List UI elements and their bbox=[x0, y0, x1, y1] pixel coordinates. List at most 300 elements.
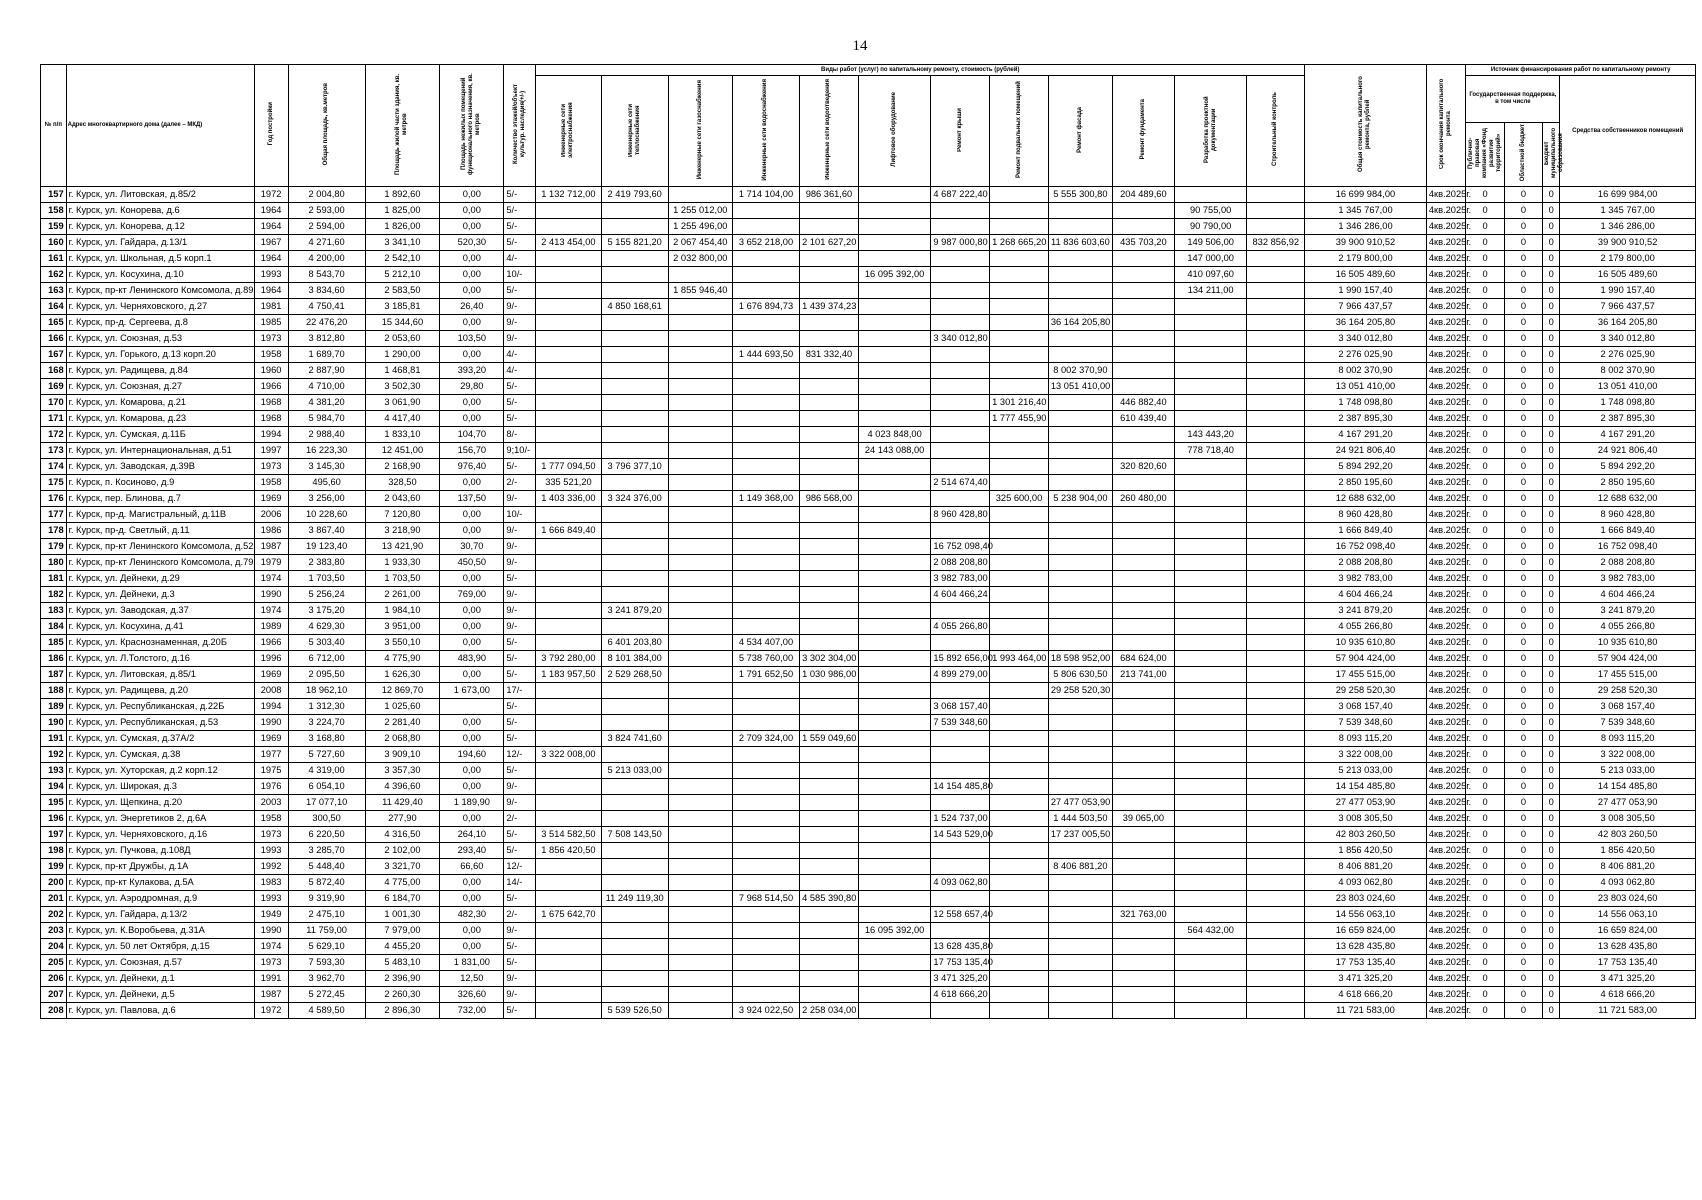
cell-work-design bbox=[1174, 763, 1247, 779]
cell-fund: 0 bbox=[1466, 939, 1504, 955]
cell-work-water bbox=[732, 683, 799, 699]
cell-nonliving-area: 0,00 bbox=[440, 779, 504, 795]
cell-work-lift bbox=[858, 747, 931, 763]
cell-floors: 9/- bbox=[504, 299, 536, 315]
cell-work-foundation: 321 763,00 bbox=[1112, 907, 1174, 923]
cell-total-area: 3 285,70 bbox=[288, 843, 365, 859]
cell-address: г. Курск, ул. Широкая, д.3 bbox=[66, 779, 254, 795]
cell-fund: 0 bbox=[1466, 907, 1504, 923]
cell-row-num: 188 bbox=[41, 683, 67, 699]
cell-total-area: 2 004,80 bbox=[288, 187, 365, 203]
cell-address: г. Курск, ул. Сумская, д.37А/2 bbox=[66, 731, 254, 747]
cell-work-gas bbox=[668, 187, 732, 203]
cell-work-design bbox=[1174, 571, 1247, 587]
cell-regional: 0 bbox=[1504, 507, 1542, 523]
cell-work-basement bbox=[990, 779, 1049, 795]
cell-work-heat bbox=[601, 683, 668, 699]
cell-fund: 0 bbox=[1466, 667, 1504, 683]
cell-address: г. Курск, ул. Щепкина, д.20 bbox=[66, 795, 254, 811]
cell-work-lift bbox=[858, 763, 931, 779]
cell-work-heat: 2 529 268,50 bbox=[601, 667, 668, 683]
cell-floors: 5/- bbox=[504, 699, 536, 715]
cell-floors: 5/- bbox=[504, 939, 536, 955]
cell-living-area: 1 626,30 bbox=[365, 667, 440, 683]
cell-work-roof: 13 628 435,80 bbox=[931, 939, 990, 955]
cell-deadline: 4кв.2025г. bbox=[1426, 811, 1466, 827]
cell-work-basement: 1 268 665,20 bbox=[990, 235, 1049, 251]
cell-year: 1987 bbox=[254, 987, 288, 1003]
cell-deadline: 4кв.2025г. bbox=[1426, 379, 1466, 395]
cell-work-lift bbox=[858, 587, 931, 603]
cell-living-area: 2 261,00 bbox=[365, 587, 440, 603]
header-regional: Областной бюджет bbox=[1504, 123, 1542, 187]
cell-work-control bbox=[1247, 715, 1305, 731]
cell-work-sewer bbox=[800, 539, 859, 555]
cell-work-basement bbox=[990, 843, 1049, 859]
cell-row-num: 191 bbox=[41, 731, 67, 747]
cell-work-water bbox=[732, 987, 799, 1003]
cell-nonliving-area: 0,00 bbox=[440, 619, 504, 635]
cell-work-facade bbox=[1048, 395, 1112, 411]
cell-fund: 0 bbox=[1466, 699, 1504, 715]
cell-work-roof: 4 899 279,00 bbox=[931, 667, 990, 683]
cell-total-area: 2 095,50 bbox=[288, 667, 365, 683]
header-works-group: Виды работ (услуг) по капитальному ремонту, стоимость (рублей) bbox=[536, 65, 1305, 76]
cell-work-roof: 4 618 666,20 bbox=[931, 987, 990, 1003]
cell-work-facade: 5 555 300,80 bbox=[1048, 187, 1112, 203]
cell-work-design bbox=[1174, 747, 1247, 763]
cell-work-foundation bbox=[1112, 507, 1174, 523]
cell-work-elec: 1 403 336,00 bbox=[536, 491, 601, 507]
cell-work-gas: 1 255 012,00 bbox=[668, 203, 732, 219]
cell-work-basement bbox=[990, 555, 1049, 571]
cell-fund: 0 bbox=[1466, 747, 1504, 763]
cell-work-roof: 4 687 222,40 bbox=[931, 187, 990, 203]
cell-work-design bbox=[1174, 539, 1247, 555]
cell-living-area: 2 281,40 bbox=[365, 715, 440, 731]
cell-total-area: 16 223,30 bbox=[288, 443, 365, 459]
cell-own-funds: 13 051 410,00 bbox=[1560, 379, 1696, 395]
cell-floors: 10/- bbox=[504, 507, 536, 523]
cell-row-num: 168 bbox=[41, 363, 67, 379]
cell-total-cost: 39 900 910,52 bbox=[1305, 235, 1427, 251]
cell-work-elec bbox=[536, 603, 601, 619]
cell-total-area: 8 543,70 bbox=[288, 267, 365, 283]
cell-work-facade bbox=[1048, 619, 1112, 635]
cell-regional: 0 bbox=[1504, 299, 1542, 315]
cell-work-sewer bbox=[800, 923, 859, 939]
cell-nonliving-area: 732,00 bbox=[440, 1003, 504, 1019]
cell-work-roof bbox=[931, 363, 990, 379]
cell-work-heat bbox=[601, 507, 668, 523]
cell-living-area: 1 826,00 bbox=[365, 219, 440, 235]
cell-work-basement bbox=[990, 315, 1049, 331]
cell-work-elec bbox=[536, 795, 601, 811]
cell-work-lift bbox=[858, 555, 931, 571]
cell-nonliving-area: 450,50 bbox=[440, 555, 504, 571]
cell-work-facade: 8 406 881,20 bbox=[1048, 859, 1112, 875]
cell-work-water bbox=[732, 843, 799, 859]
cell-deadline: 4кв.2025г. bbox=[1426, 683, 1466, 699]
cell-work-facade: 5 238 904,00 bbox=[1048, 491, 1112, 507]
cell-address: г. Курск, ул. Гайдара, д.13/1 bbox=[66, 235, 254, 251]
cell-work-water bbox=[732, 859, 799, 875]
cell-deadline: 4кв.2025г. bbox=[1426, 587, 1466, 603]
cell-work-heat: 8 101 384,00 bbox=[601, 651, 668, 667]
cell-own-funds: 2 387 895,30 bbox=[1560, 411, 1696, 427]
cell-row-num: 163 bbox=[41, 283, 67, 299]
cell-fund: 0 bbox=[1466, 587, 1504, 603]
cell-work-basement bbox=[990, 443, 1049, 459]
cell-fund: 0 bbox=[1466, 219, 1504, 235]
cell-municipal: 0 bbox=[1543, 955, 1560, 971]
cell-municipal: 0 bbox=[1543, 651, 1560, 667]
cell-living-area: 3 061,90 bbox=[365, 395, 440, 411]
cell-work-basement bbox=[990, 507, 1049, 523]
cell-deadline: 4кв.2025г. bbox=[1426, 987, 1466, 1003]
cell-work-gas bbox=[668, 411, 732, 427]
cell-work-facade bbox=[1048, 699, 1112, 715]
cell-own-funds: 39 900 910,52 bbox=[1560, 235, 1696, 251]
cell-row-num: 183 bbox=[41, 603, 67, 619]
cell-year: 1968 bbox=[254, 395, 288, 411]
cell-floors: 8/- bbox=[504, 427, 536, 443]
cell-regional: 0 bbox=[1504, 875, 1542, 891]
cell-work-sewer bbox=[800, 427, 859, 443]
cell-nonliving-area: 0,00 bbox=[440, 315, 504, 331]
cell-year: 1990 bbox=[254, 587, 288, 603]
cell-work-elec bbox=[536, 1003, 601, 1019]
cell-nonliving-area: 0,00 bbox=[440, 635, 504, 651]
cell-work-sewer: 1 439 374,23 bbox=[800, 299, 859, 315]
cell-year: 1969 bbox=[254, 491, 288, 507]
cell-work-water bbox=[732, 363, 799, 379]
table-row bbox=[41, 827, 1696, 843]
table-row bbox=[41, 923, 1696, 939]
cell-work-roof: 8 960 428,80 bbox=[931, 507, 990, 523]
cell-address: г. Курск, ул. Конорева, д.6 bbox=[66, 203, 254, 219]
cell-living-area: 3 218,90 bbox=[365, 523, 440, 539]
cell-work-design bbox=[1174, 907, 1247, 923]
cell-work-facade bbox=[1048, 923, 1112, 939]
cell-own-funds: 5 894 292,20 bbox=[1560, 459, 1696, 475]
cell-nonliving-area: 1 189,90 bbox=[440, 795, 504, 811]
cell-work-heat bbox=[601, 267, 668, 283]
cell-deadline: 4кв.2025г. bbox=[1426, 891, 1466, 907]
cell-regional: 0 bbox=[1504, 923, 1542, 939]
cell-work-facade bbox=[1048, 427, 1112, 443]
cell-municipal: 0 bbox=[1543, 603, 1560, 619]
cell-work-control bbox=[1247, 267, 1305, 283]
cell-total-area: 3 256,00 bbox=[288, 491, 365, 507]
cell-total-area: 3 175,20 bbox=[288, 603, 365, 619]
cell-own-funds: 2 850 195,60 bbox=[1560, 475, 1696, 491]
cell-work-sewer bbox=[800, 619, 859, 635]
cell-work-facade bbox=[1048, 875, 1112, 891]
cell-living-area: 7 979,00 bbox=[365, 923, 440, 939]
cell-total-area: 17 077,10 bbox=[288, 795, 365, 811]
cell-total-area: 1 703,50 bbox=[288, 571, 365, 587]
cell-address: г. Курск, ул. Аэродромная, д.9 bbox=[66, 891, 254, 907]
cell-work-water bbox=[732, 523, 799, 539]
cell-work-water bbox=[732, 219, 799, 235]
cell-work-elec bbox=[536, 555, 601, 571]
cell-work-gas: 1 855 946,40 bbox=[668, 283, 732, 299]
cell-floors: 9/- bbox=[504, 603, 536, 619]
cell-floors: 17/- bbox=[504, 683, 536, 699]
cell-work-sewer bbox=[800, 779, 859, 795]
table-row bbox=[41, 635, 1696, 651]
cell-row-num: 195 bbox=[41, 795, 67, 811]
cell-year: 1991 bbox=[254, 971, 288, 987]
cell-year: 1973 bbox=[254, 331, 288, 347]
cell-work-lift bbox=[858, 907, 931, 923]
cell-year: 1964 bbox=[254, 219, 288, 235]
cell-work-control bbox=[1247, 667, 1305, 683]
cell-deadline: 4кв.2025г. bbox=[1426, 219, 1466, 235]
cell-work-basement bbox=[990, 427, 1049, 443]
cell-work-control bbox=[1247, 187, 1305, 203]
cell-work-water bbox=[732, 379, 799, 395]
cell-work-roof bbox=[931, 859, 990, 875]
cell-work-design: 134 211,00 bbox=[1174, 283, 1247, 299]
cell-work-water bbox=[732, 555, 799, 571]
cell-work-roof bbox=[931, 347, 990, 363]
cell-work-sewer bbox=[800, 635, 859, 651]
cell-floors: 9/- bbox=[504, 779, 536, 795]
table-row bbox=[41, 779, 1696, 795]
cell-work-elec bbox=[536, 331, 601, 347]
cell-work-foundation bbox=[1112, 603, 1174, 619]
cell-floors: 5/- bbox=[504, 891, 536, 907]
cell-address: г. Курск, ул. Заводская, д.37 bbox=[66, 603, 254, 619]
cell-work-lift bbox=[858, 875, 931, 891]
table-row bbox=[41, 891, 1696, 907]
cell-work-sewer bbox=[800, 827, 859, 843]
cell-living-area: 328,50 bbox=[365, 475, 440, 491]
cell-work-lift bbox=[858, 811, 931, 827]
cell-work-lift bbox=[858, 859, 931, 875]
cell-work-facade bbox=[1048, 763, 1112, 779]
cell-work-sewer bbox=[800, 587, 859, 603]
cell-work-basement bbox=[990, 699, 1049, 715]
cell-work-roof: 14 154 485,80 bbox=[931, 779, 990, 795]
cell-work-sewer bbox=[800, 683, 859, 699]
table-row bbox=[41, 283, 1696, 299]
cell-work-elec bbox=[536, 715, 601, 731]
cell-work-basement bbox=[990, 331, 1049, 347]
cell-work-roof bbox=[931, 459, 990, 475]
cell-work-design bbox=[1174, 555, 1247, 571]
cell-floors: 5/- bbox=[504, 395, 536, 411]
cell-total-cost: 3 241 879,20 bbox=[1305, 603, 1427, 619]
cell-living-area: 2 896,30 bbox=[365, 1003, 440, 1019]
cell-floors: 2/- bbox=[504, 475, 536, 491]
cell-work-lift bbox=[858, 683, 931, 699]
cell-work-sewer: 831 332,40 bbox=[800, 347, 859, 363]
header-work-water: Инженерные сети водоснабжения bbox=[732, 76, 799, 187]
table-row bbox=[41, 939, 1696, 955]
cell-work-sewer bbox=[800, 603, 859, 619]
cell-own-funds: 3 241 879,20 bbox=[1560, 603, 1696, 619]
cell-total-cost: 5 894 292,20 bbox=[1305, 459, 1427, 475]
cell-living-area: 1 933,30 bbox=[365, 555, 440, 571]
cell-work-basement bbox=[990, 379, 1049, 395]
table-row bbox=[41, 459, 1696, 475]
cell-work-sewer bbox=[800, 475, 859, 491]
cell-work-design bbox=[1174, 651, 1247, 667]
cell-fund: 0 bbox=[1466, 187, 1504, 203]
cell-work-lift: 16 095 392,00 bbox=[858, 267, 931, 283]
cell-work-sewer bbox=[800, 811, 859, 827]
cell-regional: 0 bbox=[1504, 971, 1542, 987]
cell-year: 1989 bbox=[254, 619, 288, 635]
cell-regional: 0 bbox=[1504, 363, 1542, 379]
cell-work-heat bbox=[601, 331, 668, 347]
cell-municipal: 0 bbox=[1543, 1003, 1560, 1019]
cell-work-control bbox=[1247, 395, 1305, 411]
cell-work-foundation bbox=[1112, 683, 1174, 699]
cell-work-lift bbox=[858, 715, 931, 731]
cell-deadline: 4кв.2025г. bbox=[1426, 491, 1466, 507]
cell-total-area: 4 271,60 bbox=[288, 235, 365, 251]
cell-total-cost: 2 387 895,30 bbox=[1305, 411, 1427, 427]
table-row bbox=[41, 1003, 1696, 1019]
cell-work-elec bbox=[536, 587, 601, 603]
cell-fund: 0 bbox=[1466, 987, 1504, 1003]
cell-municipal: 0 bbox=[1543, 683, 1560, 699]
cell-work-design bbox=[1174, 459, 1247, 475]
cell-work-lift: 24 143 088,00 bbox=[858, 443, 931, 459]
cell-work-basement bbox=[990, 347, 1049, 363]
cell-nonliving-area: 0,00 bbox=[440, 923, 504, 939]
cell-floors: 5/- bbox=[504, 763, 536, 779]
cell-nonliving-area: 156,70 bbox=[440, 443, 504, 459]
cell-work-roof bbox=[931, 843, 990, 859]
cell-row-num: 196 bbox=[41, 811, 67, 827]
cell-work-lift bbox=[858, 987, 931, 1003]
cell-work-elec bbox=[536, 379, 601, 395]
cell-work-facade bbox=[1048, 731, 1112, 747]
cell-work-facade: 29 258 520,30 bbox=[1048, 683, 1112, 699]
cell-work-foundation bbox=[1112, 347, 1174, 363]
table-body bbox=[41, 187, 1696, 1019]
cell-work-control bbox=[1247, 203, 1305, 219]
cell-work-water: 1 791 652,50 bbox=[732, 667, 799, 683]
cell-row-num: 173 bbox=[41, 443, 67, 459]
cell-living-area: 11 429,40 bbox=[365, 795, 440, 811]
cell-municipal: 0 bbox=[1543, 763, 1560, 779]
cell-row-num: 157 bbox=[41, 187, 67, 203]
cell-work-basement: 325 600,00 bbox=[990, 491, 1049, 507]
cell-living-area: 12 451,00 bbox=[365, 443, 440, 459]
cell-work-foundation: 435 703,20 bbox=[1112, 235, 1174, 251]
cell-work-foundation bbox=[1112, 587, 1174, 603]
cell-work-elec bbox=[536, 571, 601, 587]
cell-living-area: 2 260,30 bbox=[365, 987, 440, 1003]
cell-work-basement: 1 301 216,40 bbox=[990, 395, 1049, 411]
cell-address: г. Курск, ул. Конорева, д.12 bbox=[66, 219, 254, 235]
cell-total-area: 1 312,30 bbox=[288, 699, 365, 715]
cell-work-design: 149 506,00 bbox=[1174, 235, 1247, 251]
cell-regional: 0 bbox=[1504, 987, 1542, 1003]
cell-work-design bbox=[1174, 299, 1247, 315]
cell-work-heat: 5 155 821,20 bbox=[601, 235, 668, 251]
cell-year: 2003 bbox=[254, 795, 288, 811]
cell-work-facade bbox=[1048, 747, 1112, 763]
cell-regional: 0 bbox=[1504, 603, 1542, 619]
cell-work-heat bbox=[601, 523, 668, 539]
cell-work-facade bbox=[1048, 203, 1112, 219]
cell-work-heat bbox=[601, 875, 668, 891]
cell-work-basement bbox=[990, 219, 1049, 235]
cell-work-facade bbox=[1048, 843, 1112, 859]
cell-work-sewer: 3 302 304,00 bbox=[800, 651, 859, 667]
cell-regional: 0 bbox=[1504, 475, 1542, 491]
cell-work-control bbox=[1247, 587, 1305, 603]
cell-work-roof bbox=[931, 1003, 990, 1019]
cell-deadline: 4кв.2025г. bbox=[1426, 251, 1466, 267]
table-row bbox=[41, 667, 1696, 683]
cell-living-area: 1 001,30 bbox=[365, 907, 440, 923]
cell-work-gas bbox=[668, 267, 732, 283]
cell-total-cost: 29 258 520,30 bbox=[1305, 683, 1427, 699]
cell-work-sewer: 986 568,00 bbox=[800, 491, 859, 507]
cell-work-gas bbox=[668, 443, 732, 459]
cell-nonliving-area: 0,00 bbox=[440, 571, 504, 587]
cell-nonliving-area bbox=[440, 699, 504, 715]
cell-work-basement bbox=[990, 971, 1049, 987]
cell-work-design: 143 443,20 bbox=[1174, 427, 1247, 443]
cell-regional: 0 bbox=[1504, 491, 1542, 507]
cell-work-elec bbox=[536, 619, 601, 635]
cell-deadline: 4кв.2025г. bbox=[1426, 411, 1466, 427]
cell-municipal: 0 bbox=[1543, 267, 1560, 283]
cell-nonliving-area: 0,00 bbox=[440, 411, 504, 427]
cell-year: 1973 bbox=[254, 459, 288, 475]
cell-work-heat bbox=[601, 859, 668, 875]
cell-year: 1990 bbox=[254, 715, 288, 731]
cell-work-foundation bbox=[1112, 443, 1174, 459]
cell-nonliving-area: 0,00 bbox=[440, 187, 504, 203]
cell-fund: 0 bbox=[1466, 683, 1504, 699]
cell-work-foundation bbox=[1112, 283, 1174, 299]
cell-work-elec: 335 521,20 bbox=[536, 475, 601, 491]
cell-work-foundation: 320 820,60 bbox=[1112, 459, 1174, 475]
cell-work-lift bbox=[858, 475, 931, 491]
cell-deadline: 4кв.2025г. bbox=[1426, 939, 1466, 955]
cell-floors: 12/- bbox=[504, 859, 536, 875]
cell-work-roof bbox=[931, 203, 990, 219]
cell-work-control bbox=[1247, 987, 1305, 1003]
cell-nonliving-area: 0,00 bbox=[440, 939, 504, 955]
cell-deadline: 4кв.2025г. bbox=[1426, 635, 1466, 651]
cell-nonliving-area: 1 673,00 bbox=[440, 683, 504, 699]
cell-address: г. Курск, ул. Сумская, д.38 bbox=[66, 747, 254, 763]
cell-living-area: 2 053,60 bbox=[365, 331, 440, 347]
cell-work-water bbox=[732, 331, 799, 347]
cell-regional: 0 bbox=[1504, 219, 1542, 235]
cell-work-sewer bbox=[800, 379, 859, 395]
cell-municipal: 0 bbox=[1543, 555, 1560, 571]
cell-work-facade bbox=[1048, 779, 1112, 795]
cell-floors: 9/- bbox=[504, 587, 536, 603]
cell-own-funds: 4 055 266,80 bbox=[1560, 619, 1696, 635]
cell-fund: 0 bbox=[1466, 539, 1504, 555]
cell-deadline: 4кв.2025г. bbox=[1426, 299, 1466, 315]
cell-nonliving-area: 0,00 bbox=[440, 715, 504, 731]
cell-year: 1993 bbox=[254, 843, 288, 859]
